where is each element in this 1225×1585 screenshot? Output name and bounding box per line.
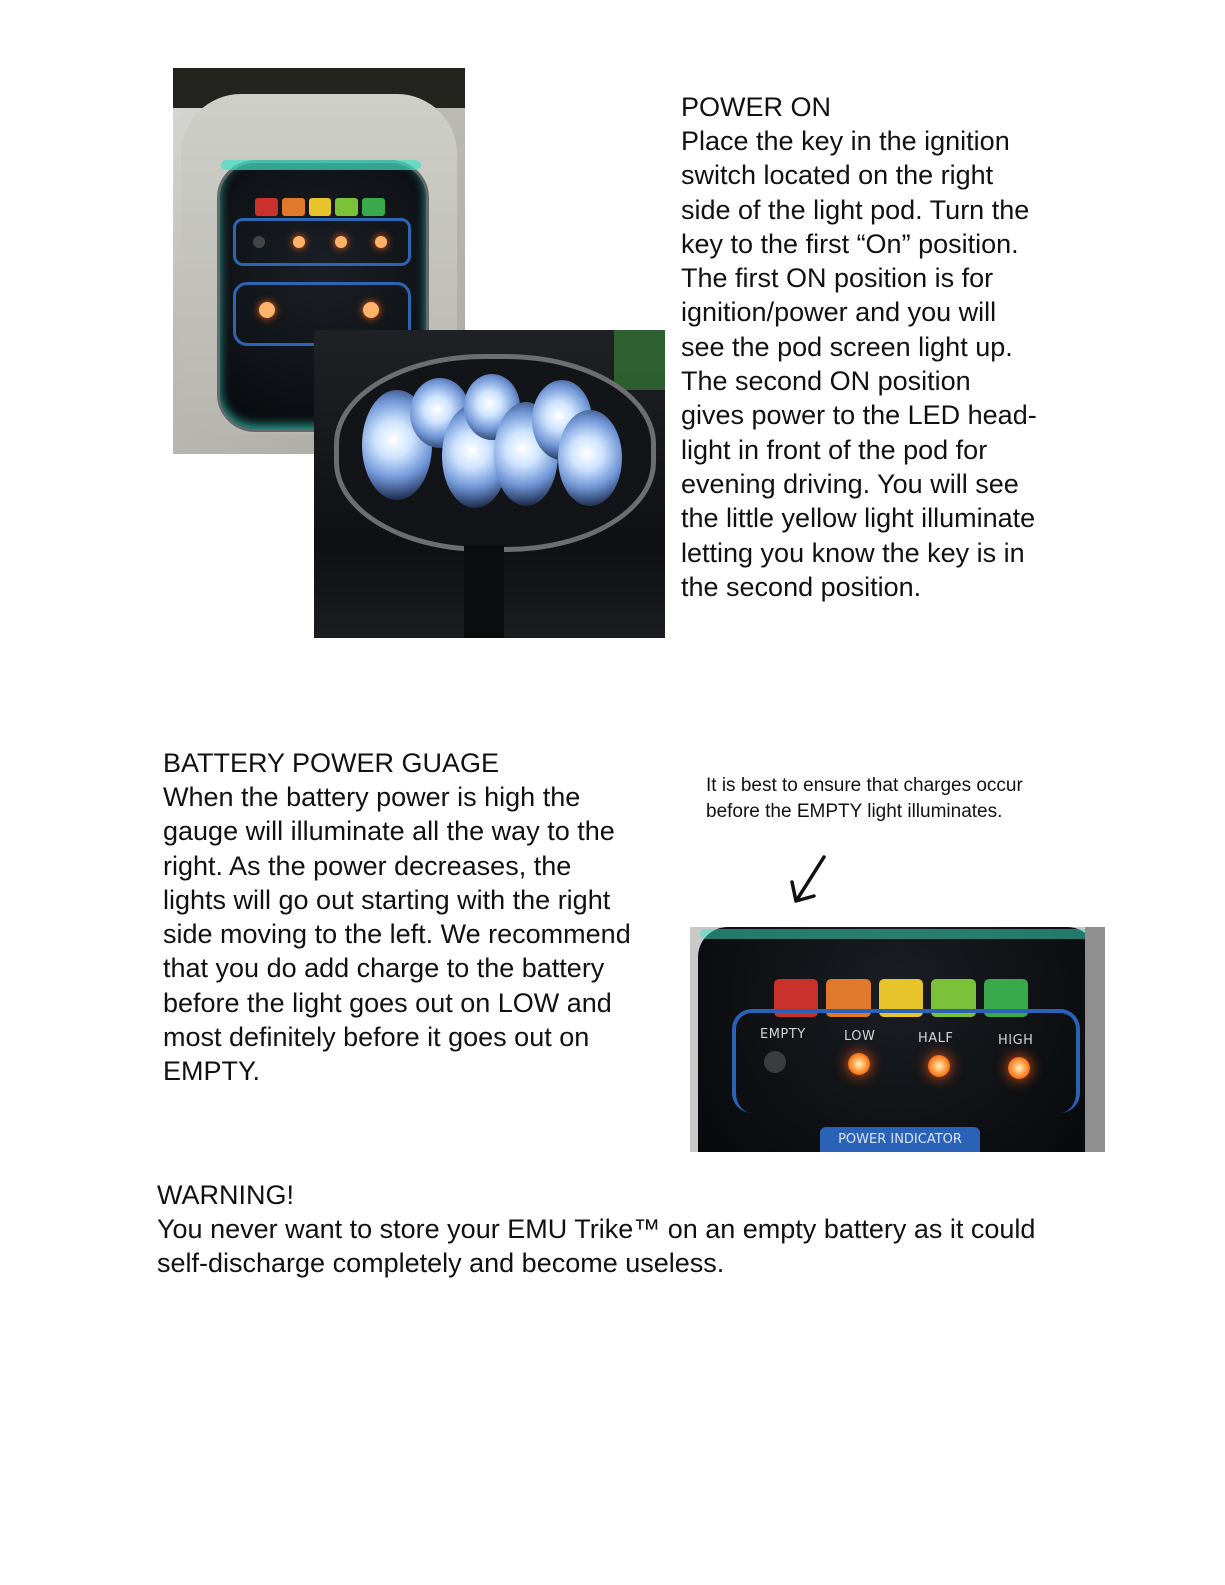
pod-gauge-bars [255,198,385,216]
power-on-section [681,90,1111,604]
text-line: gauge will illuminate all the way to the [163,816,615,847]
label-low: LOW [844,1029,876,1044]
text-line: side moving to the left. We recommend [163,919,631,950]
text-line: ignition/power and you will [681,297,997,328]
text-line: that you do add charge to the battery [163,953,605,984]
warning-heading: WARNING! [157,1180,294,1210]
text-line: light in front of the pod for [681,434,988,465]
led-empty [764,1051,786,1073]
led-high [1008,1057,1030,1079]
text-line: gives power to the LED head- [681,400,1037,431]
power-on-body [681,124,1111,604]
label-half: HALF [918,1031,954,1046]
text-line: The second ON position [681,366,971,397]
text-line: before the EMPTY light illuminates. [706,801,1003,822]
pod-glow [221,160,421,170]
indicator-footer: POWER INDICATOR [820,1127,980,1152]
text-line: the little yellow light illuminate [681,503,1036,534]
text-line: Place the key in the ignition [681,126,1010,156]
text-line: You never want to store your EMU Trike™ on an empty battery as it could [157,1214,1036,1244]
text-line: see the pod screen light up. [681,331,1013,362]
headlight-lens [558,410,622,506]
text-line: key to the first “On” position. [681,228,1019,259]
pod-led-empty [253,236,265,248]
text-line: EMPTY. [163,1056,261,1087]
pod-led-left [259,302,275,318]
battery-heading: BATTERY POWER GUAGE [163,748,500,778]
text-line: evening driving. You will see [681,468,1019,499]
pod-led-high [375,236,387,248]
text-line: letting you know the key is in [681,537,1025,568]
warning-body [157,1212,1117,1281]
text-line: The first ON position is for [681,263,994,294]
headlight-stem [464,545,504,638]
headlight-photo [314,330,665,638]
battery-body [163,780,673,1089]
led-low [848,1053,870,1075]
warning-section [157,1178,1117,1281]
pod-led-low [293,236,305,248]
text-line: When the battery power is high the [163,782,581,812]
charge-tip [706,773,1106,825]
text-line: before the light goes out on LOW and [163,987,612,1018]
pod-led-right [363,302,379,318]
text-line: the second position. [681,571,922,602]
photo-background [1085,927,1105,1152]
led-half [928,1055,950,1077]
text-line: It is best to ensure that charges occur [706,775,1023,796]
photo-background [614,330,665,390]
battery-section [163,746,673,1089]
text-line: most definitely before it goes out on [163,1022,590,1053]
text-line: lights will go out starting with the right [163,884,611,915]
text-line: side of the light pod. Turn the [681,194,1030,225]
arrow-down-left-icon [788,854,830,906]
label-high: HIGH [998,1033,1034,1048]
text-line: switch located on the right [681,160,994,191]
text-line: self-discharge completely and become useless. [157,1248,725,1279]
power-indicator-photo [690,927,1105,1152]
indicator-glow [700,929,1095,939]
label-empty: EMPTY [760,1027,806,1042]
text-line: right. As the power decreases, the [163,850,572,881]
power-on-heading: POWER ON [681,92,832,122]
pod-led-half [335,236,347,248]
